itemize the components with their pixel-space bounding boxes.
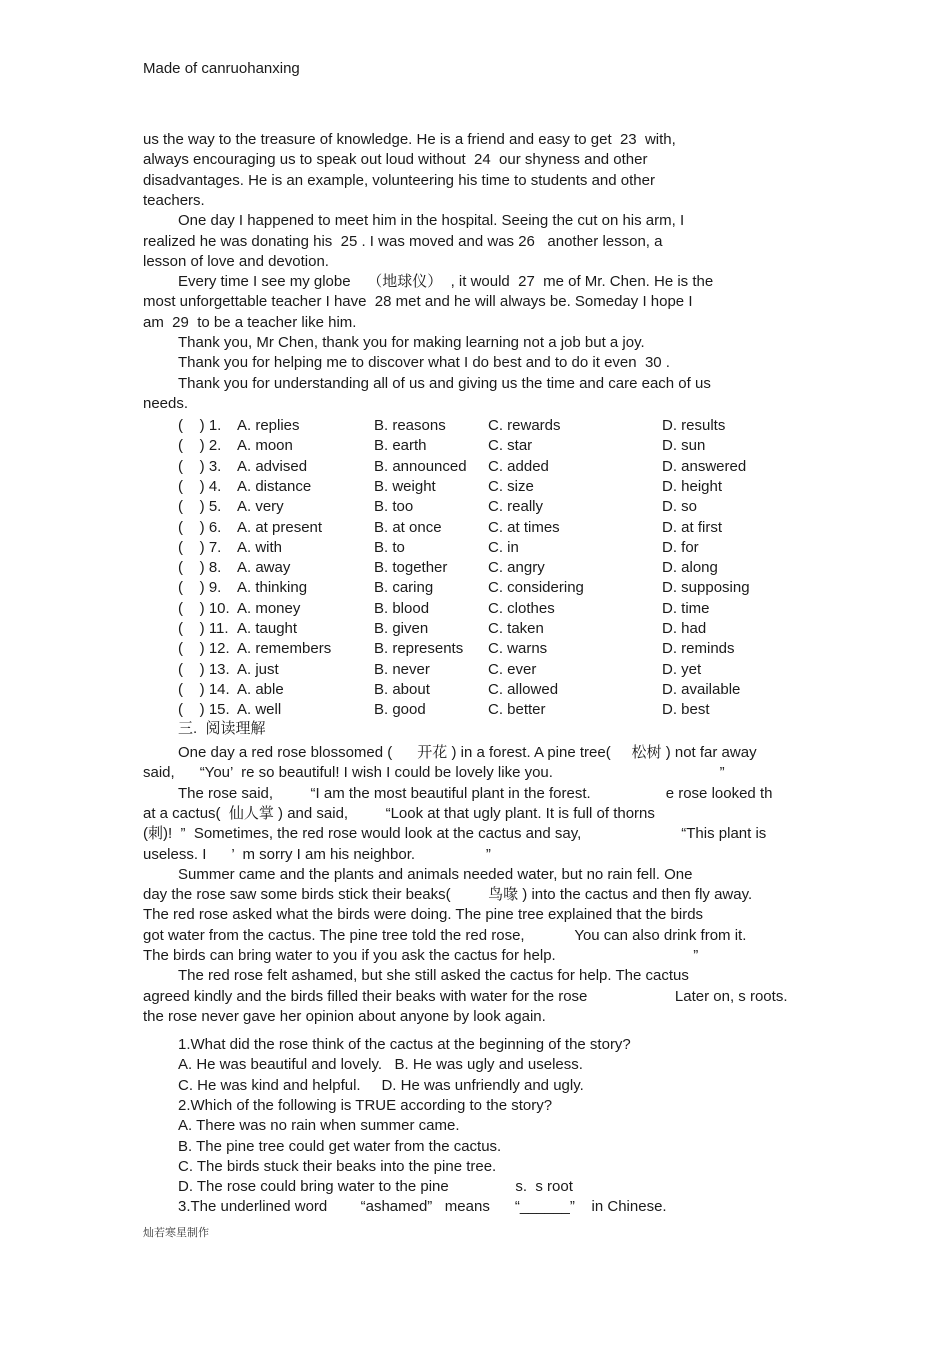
passage-line: Thank you, Mr Chen, thank you for making learning not a job but a joy.	[178, 334, 645, 351]
option-d: D. supposing	[662, 579, 750, 597]
story-line: useless. I ’ m sorry I am his neighbor. ”	[143, 845, 491, 863]
option-d: D. answered	[662, 457, 747, 475]
question-number: ( ) 11.	[178, 620, 229, 637]
option-c: C. better	[488, 701, 546, 719]
passage-line: am 29 to be a teacher like him.	[143, 313, 357, 331]
option-b: B. reasons	[374, 417, 446, 434]
option-c: C. in	[488, 538, 519, 556]
question-number: ( ) 15.	[178, 701, 230, 719]
story-line: the rose never gave her opinion about anyone by look again.	[143, 1007, 546, 1025]
option-d: D. along	[662, 559, 718, 577]
passage-line: teachers.	[143, 191, 205, 209]
option-b: B. weight	[374, 477, 436, 495]
option-d: D. had	[662, 620, 707, 637]
option-b: B. never	[374, 660, 430, 678]
option-a: A. remembers	[237, 640, 332, 658]
story-line: The rose said, “I am the most beautiful plant in the forest. e rose looked th	[178, 784, 773, 802]
passage-line: Every time I see my globe （地球仪） , it would 27 me of Mr. Chen. He is the	[178, 273, 714, 291]
option-d: D. so	[662, 498, 698, 516]
question-number: ( ) 12.	[178, 640, 230, 658]
option-a: A. able	[237, 680, 284, 698]
story-line: The birds can bring water to you if you ask the cactus for help. ”	[143, 947, 699, 964]
option-d: D. available	[662, 680, 741, 698]
option-b: B. too	[374, 498, 414, 516]
option-a: A. money	[237, 599, 301, 617]
option-d: D. for	[662, 538, 699, 556]
option-b: B. caring	[374, 579, 434, 597]
story-line: The red rose felt ashamed, but she still asked the cactus for help. The cactus	[178, 967, 689, 985]
story-line: agreed kindly and the birds filled their beaks with water for the rose Later on, s roots.	[143, 987, 788, 1005]
passage-line: always encouraging us to speak out loud without 24 our shyness and other	[143, 151, 648, 169]
option-a: A. just	[237, 660, 279, 678]
passage-line: Thank you for helping me to discover what I do best and to do it even 30 .	[178, 354, 695, 372]
page-footer: 灿若寒星制作	[143, 1226, 209, 1239]
question-number: ( ) 14.	[178, 680, 230, 698]
reading-question-line: C. He was kind and helpful. D. He was unfriendly and ugly.	[178, 1076, 584, 1094]
story-line: Summer came and the plants and animals needed water, but no rain fell. One	[178, 865, 693, 883]
passage-line: disadvantages. He is an example, volunteering his time to students and other	[143, 171, 655, 189]
option-b: B. together	[374, 559, 448, 577]
passage-line: needs.	[143, 394, 189, 412]
passage-line: lesson of love and devotion.	[143, 252, 329, 270]
reading-question-line: A. He was beautiful and lovely. B. He was ugly and useless.	[178, 1056, 583, 1074]
option-a: A. advised	[237, 457, 308, 475]
question-number: ( ) 13.	[178, 660, 230, 678]
story-line: One day a red rose blossomed ( 开花 ) in a forest. A pine tree( 松树 ) not far away	[178, 744, 757, 761]
option-c: C. at times	[488, 518, 560, 536]
option-a: A. with	[237, 538, 283, 556]
option-d: D. best	[662, 701, 710, 719]
option-a: A. moon	[237, 437, 293, 455]
story-line: (刺)! ” Sometimes, the red rose would look at the cactus and say, “This plant is	[143, 825, 767, 843]
passage-line: most unforgettable teacher I have 28 met and he will always be. Someday I hope I	[143, 293, 693, 311]
option-a: A. very	[237, 498, 284, 516]
option-d: D. sun	[662, 437, 706, 455]
option-d: D. at first	[662, 518, 723, 536]
option-c: C. ever	[488, 660, 537, 678]
page-header: Made of canruohanxing	[143, 60, 300, 77]
question-number: ( ) 3.	[178, 457, 222, 475]
option-c: C. warns	[488, 640, 548, 658]
option-c: C. taken	[488, 620, 544, 637]
question-number: ( ) 9.	[178, 579, 222, 597]
passage-line: us the way to the treasure of knowledge. He is a friend and easy to get 23 with,	[143, 131, 701, 148]
option-a: A. taught	[237, 620, 298, 637]
option-b: B. represents	[374, 640, 464, 658]
option-b: B. blood	[374, 599, 430, 617]
reading-question-line: 3.The underlined word “ashamed” means “______” in Chinese.	[178, 1198, 667, 1216]
question-number: ( ) 7.	[178, 538, 222, 556]
option-d: D. height	[662, 477, 723, 495]
question-number: ( ) 6.	[178, 518, 222, 536]
question-number: ( ) 4.	[178, 477, 222, 495]
question-number: ( ) 5.	[178, 498, 222, 516]
option-a: A. at present	[237, 518, 323, 536]
passage-line: realized he was donating his 25 . I was moved and was 26 another lesson, a	[143, 232, 663, 250]
section-title: 三. 阅读理解	[178, 720, 266, 737]
reading-question-line: 1.What did the rose think of the cactus at the beginning of the story?	[178, 1036, 631, 1053]
option-b: B. given	[374, 620, 429, 637]
passage-line: Thank you for understanding all of us and giving us the time and care each of us	[178, 374, 711, 392]
story-line: The red rose asked what the birds were doing. The pine tree explained that the birds	[143, 906, 704, 924]
option-c: C. rewards	[488, 417, 561, 434]
reading-question-line: 2.Which of the following is TRUE according to the story?	[178, 1096, 553, 1114]
option-b: B. announced	[374, 457, 467, 475]
question-number: ( ) 1.	[178, 417, 222, 434]
option-b: B. good	[374, 701, 426, 719]
story-line: got water from the cactus. The pine tree told the red rose, You can also drink from it.	[143, 926, 747, 944]
reading-question-line: A. There was no rain when summer came.	[178, 1117, 460, 1135]
story-line: at a cactus( 仙人掌 ) and said, “Look at that ugly plant. It is full of thorns	[143, 804, 655, 822]
option-c: C. size	[488, 477, 534, 495]
option-a: A. well	[237, 701, 282, 719]
reading-question-line: B. The pine tree could get water from the cactus.	[178, 1137, 502, 1155]
question-number: ( ) 8.	[178, 559, 222, 577]
option-b: B. earth	[374, 437, 427, 455]
question-number: ( ) 2.	[178, 437, 222, 455]
option-a: A. thinking	[237, 579, 308, 597]
option-c: C. really	[488, 498, 544, 516]
option-d: D. time	[662, 599, 710, 617]
option-b: B. to	[374, 538, 405, 556]
option-c: C. star	[488, 437, 533, 455]
reading-question-line: C. The birds stuck their beaks into the pine tree.	[178, 1157, 497, 1175]
option-d: D. reminds	[662, 640, 735, 658]
option-c: C. considering	[488, 579, 584, 597]
option-c: C. angry	[488, 559, 545, 577]
option-a: A. away	[237, 559, 291, 577]
option-c: C. clothes	[488, 599, 555, 617]
option-c: C. added	[488, 457, 549, 475]
option-a: A. replies	[237, 417, 300, 434]
option-b: B. about	[374, 680, 430, 698]
option-d: D. yet	[662, 660, 702, 678]
passage-line: One day I happened to meet him in the hospital. Seeing the cut on his arm, I	[178, 212, 685, 230]
option-d: D. results	[662, 417, 726, 434]
option-a: A. distance	[237, 477, 312, 495]
reading-question-line: D. The rose could bring water to the pine s. s root	[178, 1178, 573, 1196]
story-line: said, “You’ re so beautiful! I wish I could be lovely like you. ”	[143, 764, 725, 782]
option-b: B. at once	[374, 518, 442, 536]
question-number: ( ) 10.	[178, 599, 230, 617]
story-line: day the rose saw some birds stick their beaks( 鸟喙 ) into the cactus and then fly away.	[143, 886, 753, 904]
option-c: C. allowed	[488, 680, 559, 698]
